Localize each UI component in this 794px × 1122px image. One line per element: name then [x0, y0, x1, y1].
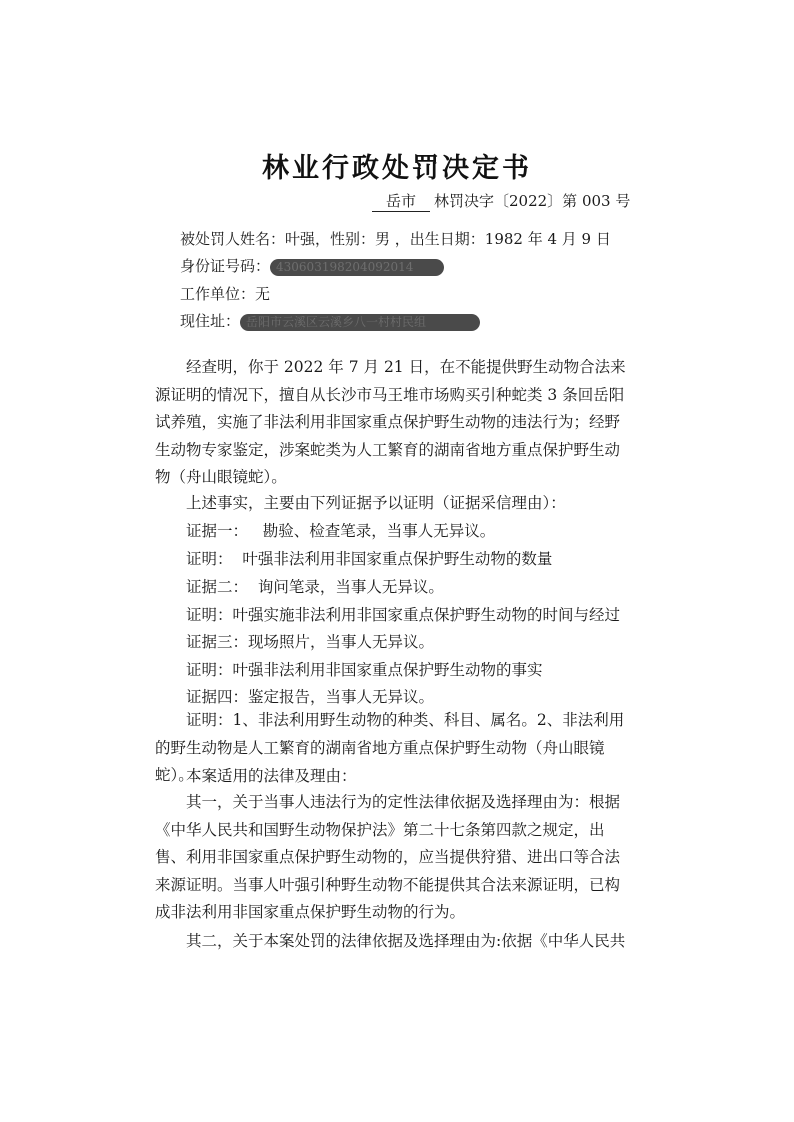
evidence-text: 叶强非法利用非国家重点保护野生动物的事实	[232, 661, 543, 679]
id-number-label: 身份证号码：	[180, 257, 271, 275]
evidence-item	[186, 630, 434, 652]
facts-paragraph	[155, 354, 635, 492]
evidence-item	[186, 519, 495, 541]
evidence-text: 询问笔录，当事人无异议。	[257, 578, 444, 596]
reason-one-text: 其一，关于当事人违法行为的定性法律依据及选择理由为：根据《中华人民共和国野生动物保护法》第二十七条第四款之规定，出售、利用非国家重点保护野生动物的，应当提供狩猎、进出口等合法来源证明。当事人叶强引种野生动物不能提供其合法来源证明，已构成非法利用非国家重点保护野生动物的行为。	[155, 793, 621, 921]
id-number-row	[180, 255, 444, 276]
law-heading: 本案适用的法律及理由：	[186, 767, 357, 785]
evidence-item	[186, 575, 444, 597]
proof-four-text: 证明：1、非法利用野生动物的种类、科目、属名。2、非法利用的野生动物是人工繁育的湖南省地方重点保护野生动物（舟山眼镜蛇）。	[155, 711, 625, 784]
evidence-label: 证据三：	[186, 633, 249, 651]
id-number-redacted: 430603198204092014	[270, 259, 444, 276]
address-row	[180, 310, 480, 331]
evidence-text: 鉴定报告，当事人无异议。	[248, 688, 435, 706]
address-label: 现住址：	[180, 312, 241, 330]
evidence-text: 勘验、检查笔录，当事人无异议。	[262, 522, 496, 540]
work-unit-line: 工作单位：无	[180, 285, 271, 303]
reason-two-text: 其二，关于本案处罚的法律依据及选择理由为:依据《中华人民共	[186, 932, 626, 950]
document-number	[372, 190, 630, 212]
evidence-text: 叶强非法利用非国家重点保护野生动物的数量	[242, 550, 553, 568]
reason-one-paragraph	[155, 789, 635, 927]
evidence-label: 证明：	[186, 550, 233, 568]
document-number-rest: 林罚决字〔2022〕第 003 号	[434, 192, 631, 210]
evidence-text: 现场照片，当事人无异议。	[248, 633, 435, 651]
evidence-label: 证明：	[186, 661, 233, 679]
evidence-item	[186, 685, 434, 707]
evidence-label: 证据二：	[186, 578, 249, 596]
document-title: 林业行政处罚决定书	[262, 153, 532, 184]
evidence-label: 证据一：	[186, 522, 249, 540]
facts-text: 经查明，你于 2022 年 7 月 21 日，在不能提供野生动物合法来源证明的情况下，擅自从长沙市马王堆市场购买引种蛇类 3 条回岳阳试养殖，实施了非法利用非国家重点保护野生动物的违法行为；经野生动物专家鉴定，涉案蛇类为人工繁育的湖南省地方重点保护野生动物（舟山眼镜蛇）。	[155, 358, 626, 486]
party-info-line: 被处罚人姓名：叶强，性别：男 ，出生日期：1982 年 4 月 9 日	[180, 230, 611, 248]
document-number-place: 岳市	[372, 190, 430, 212]
evidence-item	[186, 658, 543, 680]
evidence-item	[186, 547, 552, 569]
evidence-label: 证明：	[186, 606, 233, 624]
evidence-label: 证据四：	[186, 688, 249, 706]
evidence-item	[186, 603, 620, 625]
evidence-text: 叶强实施非法利用非国家重点保护野生动物的时间与经过	[232, 606, 621, 624]
address-redacted: 岳阳市云溪区云溪乡八一村村民组	[240, 314, 480, 331]
reason-two-paragraph	[155, 928, 635, 956]
evidence-intro: 上述事实，主要由下列证据予以证明（证据采信理由）：	[186, 494, 566, 512]
